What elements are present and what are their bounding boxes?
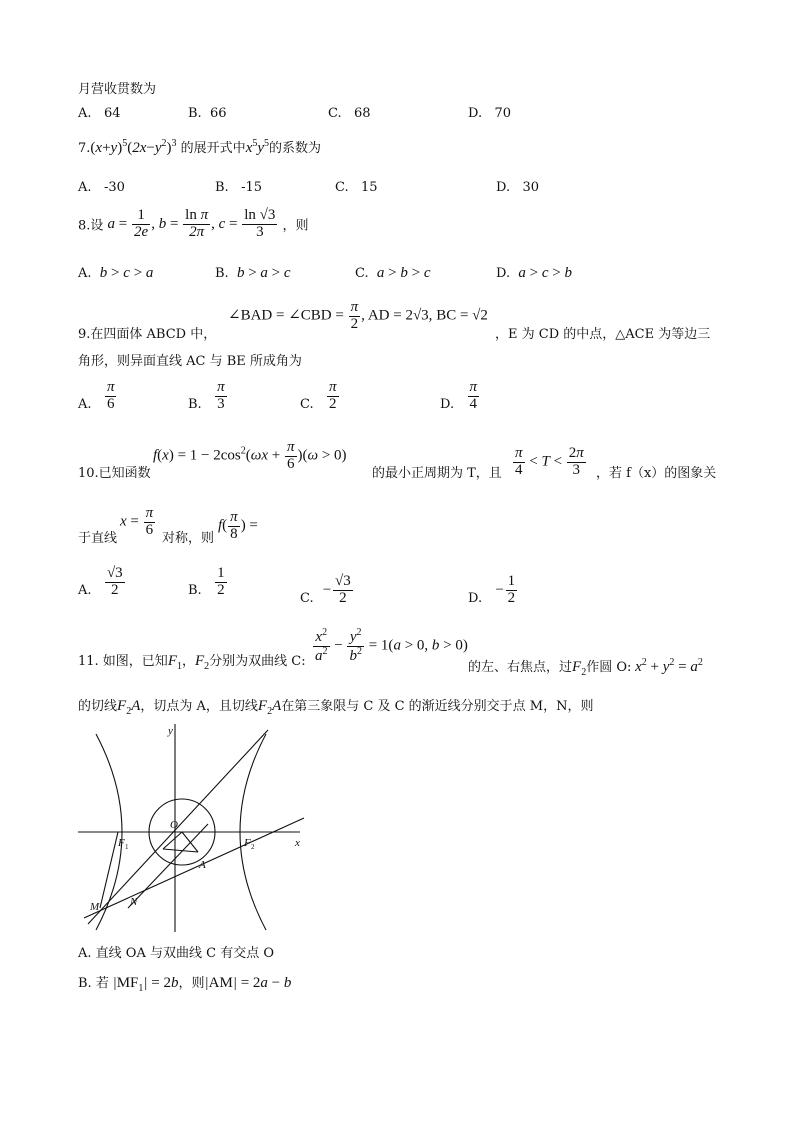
q8-definitions: a = $\frac{1}{2e}$ , b = $\frac{\text{ln π}}{2\pi}$ , c = $\frac{\ln √3}{3}$ — [107, 207, 276, 240]
label-n: N — [130, 896, 138, 908]
q8-option-a: A. b > c > a — [78, 265, 154, 281]
label-o: O — [170, 819, 178, 831]
label-y: y — [168, 725, 173, 737]
q11-f2: $F_2$ — [195, 653, 210, 672]
q11-stem-line1b: 的左、右焦点，过$F_2$作圆 O: $x^2 + y^2 = a^2$ — [468, 657, 703, 678]
q6-option-d: D. 70 — [468, 106, 512, 121]
q10-symmetry-line: x = $\frac{\pi}{6}$ — [120, 505, 154, 538]
q11-stem-line2: 的切线$F_2A$，切点为 A，且切线$F_2A$在第三象限与 C 及 C 的渐近线分别交于点 M，N，则 — [78, 698, 594, 717]
q10-option-b: B. $\frac{1}{2}$ — [188, 565, 225, 598]
q10-option-d: D. − $\frac{1}{2}$ — [468, 573, 516, 606]
q7-term: $x^5y^5$ — [245, 138, 270, 156]
q11-option-a: A. 直线 OA 与双曲线 C 有交点 O — [78, 946, 274, 961]
q10-period-range: $\frac{\pi}{4}$ < T < $\frac{2\pi}{3}$ — [515, 445, 584, 478]
q8-option-c: C. a > b > c — [355, 265, 431, 281]
q10-function: $f(x) = 1 - 2\cos^2(\omega x$ + $\frac{\pi}{6}$ )(ω > 0) — [153, 439, 347, 472]
asymptote-2 — [128, 824, 208, 908]
q6-option-b: B. 66 — [188, 106, 227, 121]
q7-option-a: A. -30 — [78, 180, 125, 195]
label-f2: F — [244, 837, 251, 849]
q9-stem-tail: ，E 为 CD 的中点，△ACE 为等边三 — [495, 327, 711, 342]
segment-chord — [163, 849, 198, 852]
q9-stem-num: 9.在四面体 ABCD 中， — [78, 327, 217, 342]
asymptote-1 — [88, 730, 268, 924]
q8-stem: 8.设 a = $\frac{1}{2e}$ , b = $\frac{\text{ln π}}{2\pi}$ , c = $\frac{\ln √3}{3}$ ，则 — [78, 207, 309, 240]
q11-f1: $F_1$ — [167, 653, 182, 672]
q11-circle: $x^2 + y^2 = a^2$ — [631, 657, 703, 675]
hyperbola-diagram — [78, 722, 328, 934]
q7-option-d: D. 30 — [496, 180, 540, 195]
q7-option-b: B. -15 — [215, 180, 263, 195]
q9-option-d: D. $\frac{\pi}{4}$ — [440, 379, 478, 412]
q10-query: f( $\frac{\pi}{8}$ ) = — [218, 509, 258, 542]
q9-stem-line2: 角形，则异面直线 AC 与 BE 所成角为 — [78, 354, 302, 369]
tangent-line — [84, 818, 304, 918]
q6-option-c: C. 68 — [328, 106, 371, 121]
q7-option-c: C. 15 — [335, 180, 378, 195]
label-f2-sub: 2 — [251, 843, 255, 851]
q11-stem-line1: 11. 如图，已知$F_1$，$F_2$分别为双曲线 C: — [78, 653, 306, 672]
label-a: A — [199, 859, 206, 871]
q10-option-a: A. $\frac{√3}{2}$ — [78, 565, 123, 598]
q9-option-c: C. $\frac{\pi}{2}$ — [300, 379, 337, 412]
q10-stem-num: 10.已知函数 — [78, 466, 151, 481]
label-f1-sub: 1 — [125, 843, 129, 851]
label-m: M — [90, 901, 100, 913]
q10-stem-tail: ，若 f（x）的图象关 — [596, 466, 717, 481]
q6-continuation: 月营收贯数为 — [78, 82, 157, 97]
q10-line2b: 对称，则 — [162, 531, 215, 546]
label-x: x — [295, 837, 300, 849]
q10-option-c: C. − $\frac{√3}{2}$ — [300, 573, 351, 606]
segment-mf1 — [100, 832, 118, 908]
q11-figure — [78, 722, 328, 938]
q10-line2a: 于直线 — [78, 531, 118, 546]
q9-condition: ∠BAD = ∠CBD = $\frac{\pi}{2}$ , AD = 2√3, BC = √2 — [228, 299, 488, 332]
q9-option-a: A. $\frac{\pi}{6}$ — [78, 379, 115, 412]
label-f1: F — [118, 837, 125, 849]
q9-option-b: B. $\frac{\pi}{3}$ — [188, 379, 225, 412]
q11-hyperbola: $\frac{x^2}{a^2}$ − $\frac{y^2}{b^2}$ = 1(a > 0, b > 0) — [315, 627, 468, 664]
q7-stem: $7.(x+y)^5(2x-y^2)^3$ 的展开式中$x^5y^5$的系数为 — [78, 138, 322, 156]
q8-option-b: B. b > a > c — [215, 265, 291, 281]
q11-option-b: B. 若 $|MF_1| = 2b$，则|AM| = 2a − b — [78, 975, 292, 994]
q7-expression: $(x+y)^5(2x-y^2)^3$ — [90, 138, 177, 156]
q8-option-d: D. a > c > b — [496, 265, 572, 281]
q10-stem-mid: 的最小正周期为 T，且 — [372, 466, 502, 481]
q6-option-a: A. 64 — [78, 106, 121, 121]
